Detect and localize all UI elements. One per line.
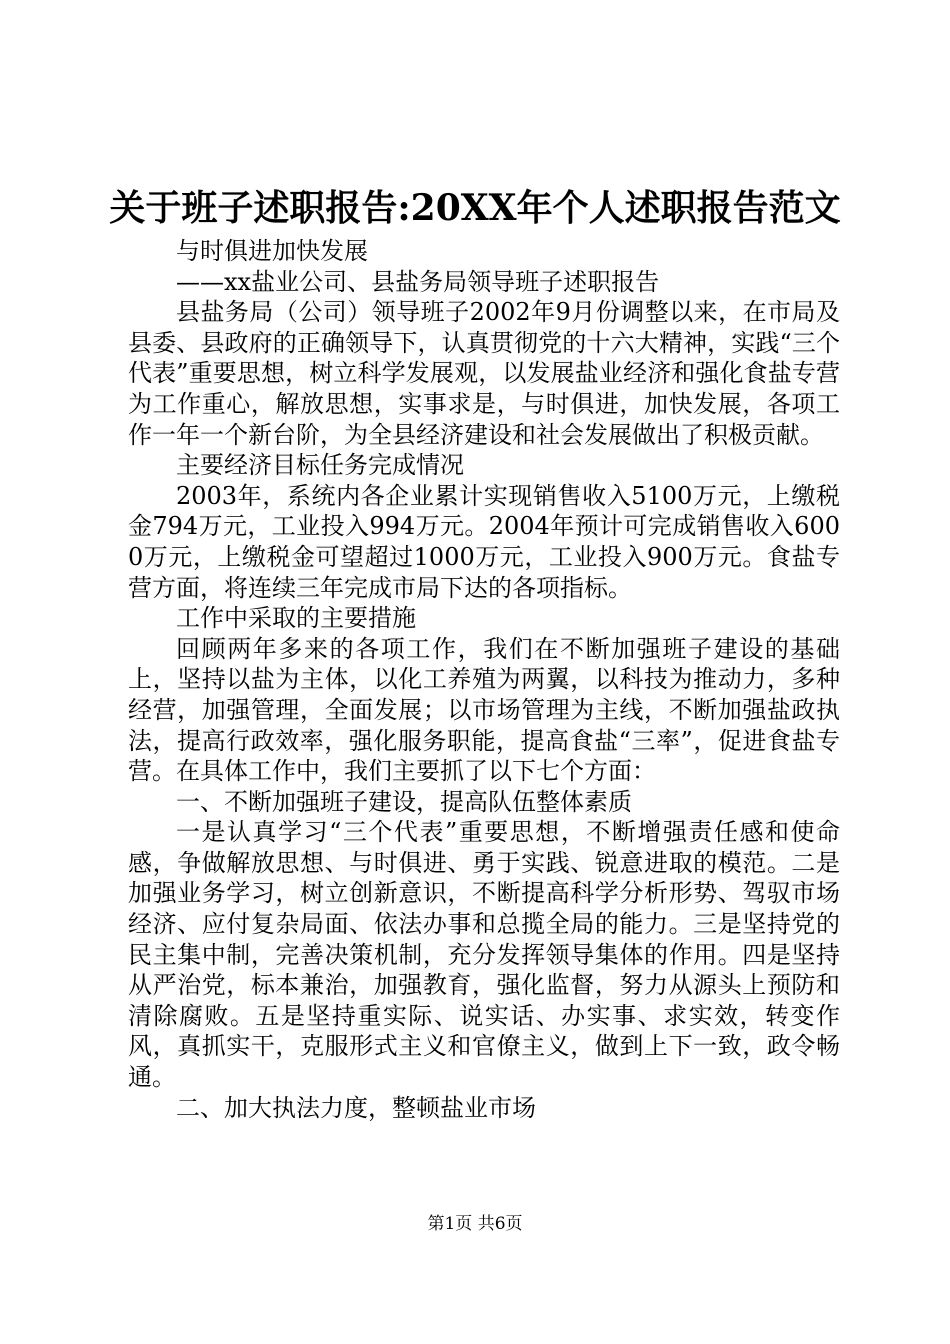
section-heading-enforcement: 二、加大执法力度，整顿盐业市场 — [176, 1093, 536, 1122]
document-title: 关于班子述职报告:20XX年个人述职报告范文 — [109, 187, 841, 229]
section-heading-measures: 工作中采取的主要措施 — [176, 604, 416, 633]
paragraph-measures: 回顾两年多来的各项工作，我们在不断加强班子建设的基础上，坚持以盐为主体，以化工养殖为两翼，以科技为推动力，多种经营，加强管理，全面发展；以市场管理为主线，不断加强盐政执法，提高行政效率，强化服务职能，提高食盐“三率”，促进食盐专营。在具体工作中，我们主要抓了以下七个方面： — [128, 634, 840, 786]
section-heading-targets: 主要经济目标任务完成情况 — [176, 451, 464, 480]
paragraph-team-building: 一是认真学习“三个代表”重要思想，不断增强责任感和使命感，争做解放思想、与时俱进、勇于实践、锐意进取的模范。二是加强业务学习，树立创新意识，不断提高科学分析形势、驾驭市场经济、应付复杂局面、依法办事和总揽全局的能力。三是坚持党的民主集中制，完善决策机制，充分发挥领导集体的作用。四是坚持从严治党，标本兼治，加强教育，强化监督，努力从源头上预防和清除腐败。五是坚持重实际、说实话、办实事、求实效，转变作风，真抓实干，克服形式主义和官僚主义，做到上下一致，政令畅通。 — [128, 818, 840, 1092]
paragraph-targets: 2003年，系统内各企业累计实现销售收入5100万元，上缴税金794万元，工业投入994万元。2004年预计可完成销售收入6000万元，上缴税金可望超过1000万元，工业投入900万元。食盐专营方面，将连续三年完成市局下达的各项指标。 — [128, 481, 840, 602]
paragraph-intro: 县盐务局（公司）领导班子2002年9月份调整以来，在市局及县委、县政府的正确领导下，认真贯彻党的十六大精神，实践“三个代表”重要思想，树立科学发展观，以发展盐业经济和强化食盐专营为工作重心，解放思想，实事求是，与时俱进，加快发展，各项工作一年一个新台阶，为全县经济建设和社会发展做出了积极贡献。 — [128, 298, 840, 449]
document-body — [128, 236, 840, 1123]
page-footer: 第1页 共6页 — [427, 1214, 523, 1234]
paragraph-subtitle: 与时俱进加快发展 — [176, 237, 368, 265]
section-heading-team-building: 一、不断加强班子建设，提高队伍整体素质 — [176, 787, 632, 816]
paragraph-report-heading: ——xx盐业公司、县盐务局领导班子述职报告 — [176, 267, 660, 296]
